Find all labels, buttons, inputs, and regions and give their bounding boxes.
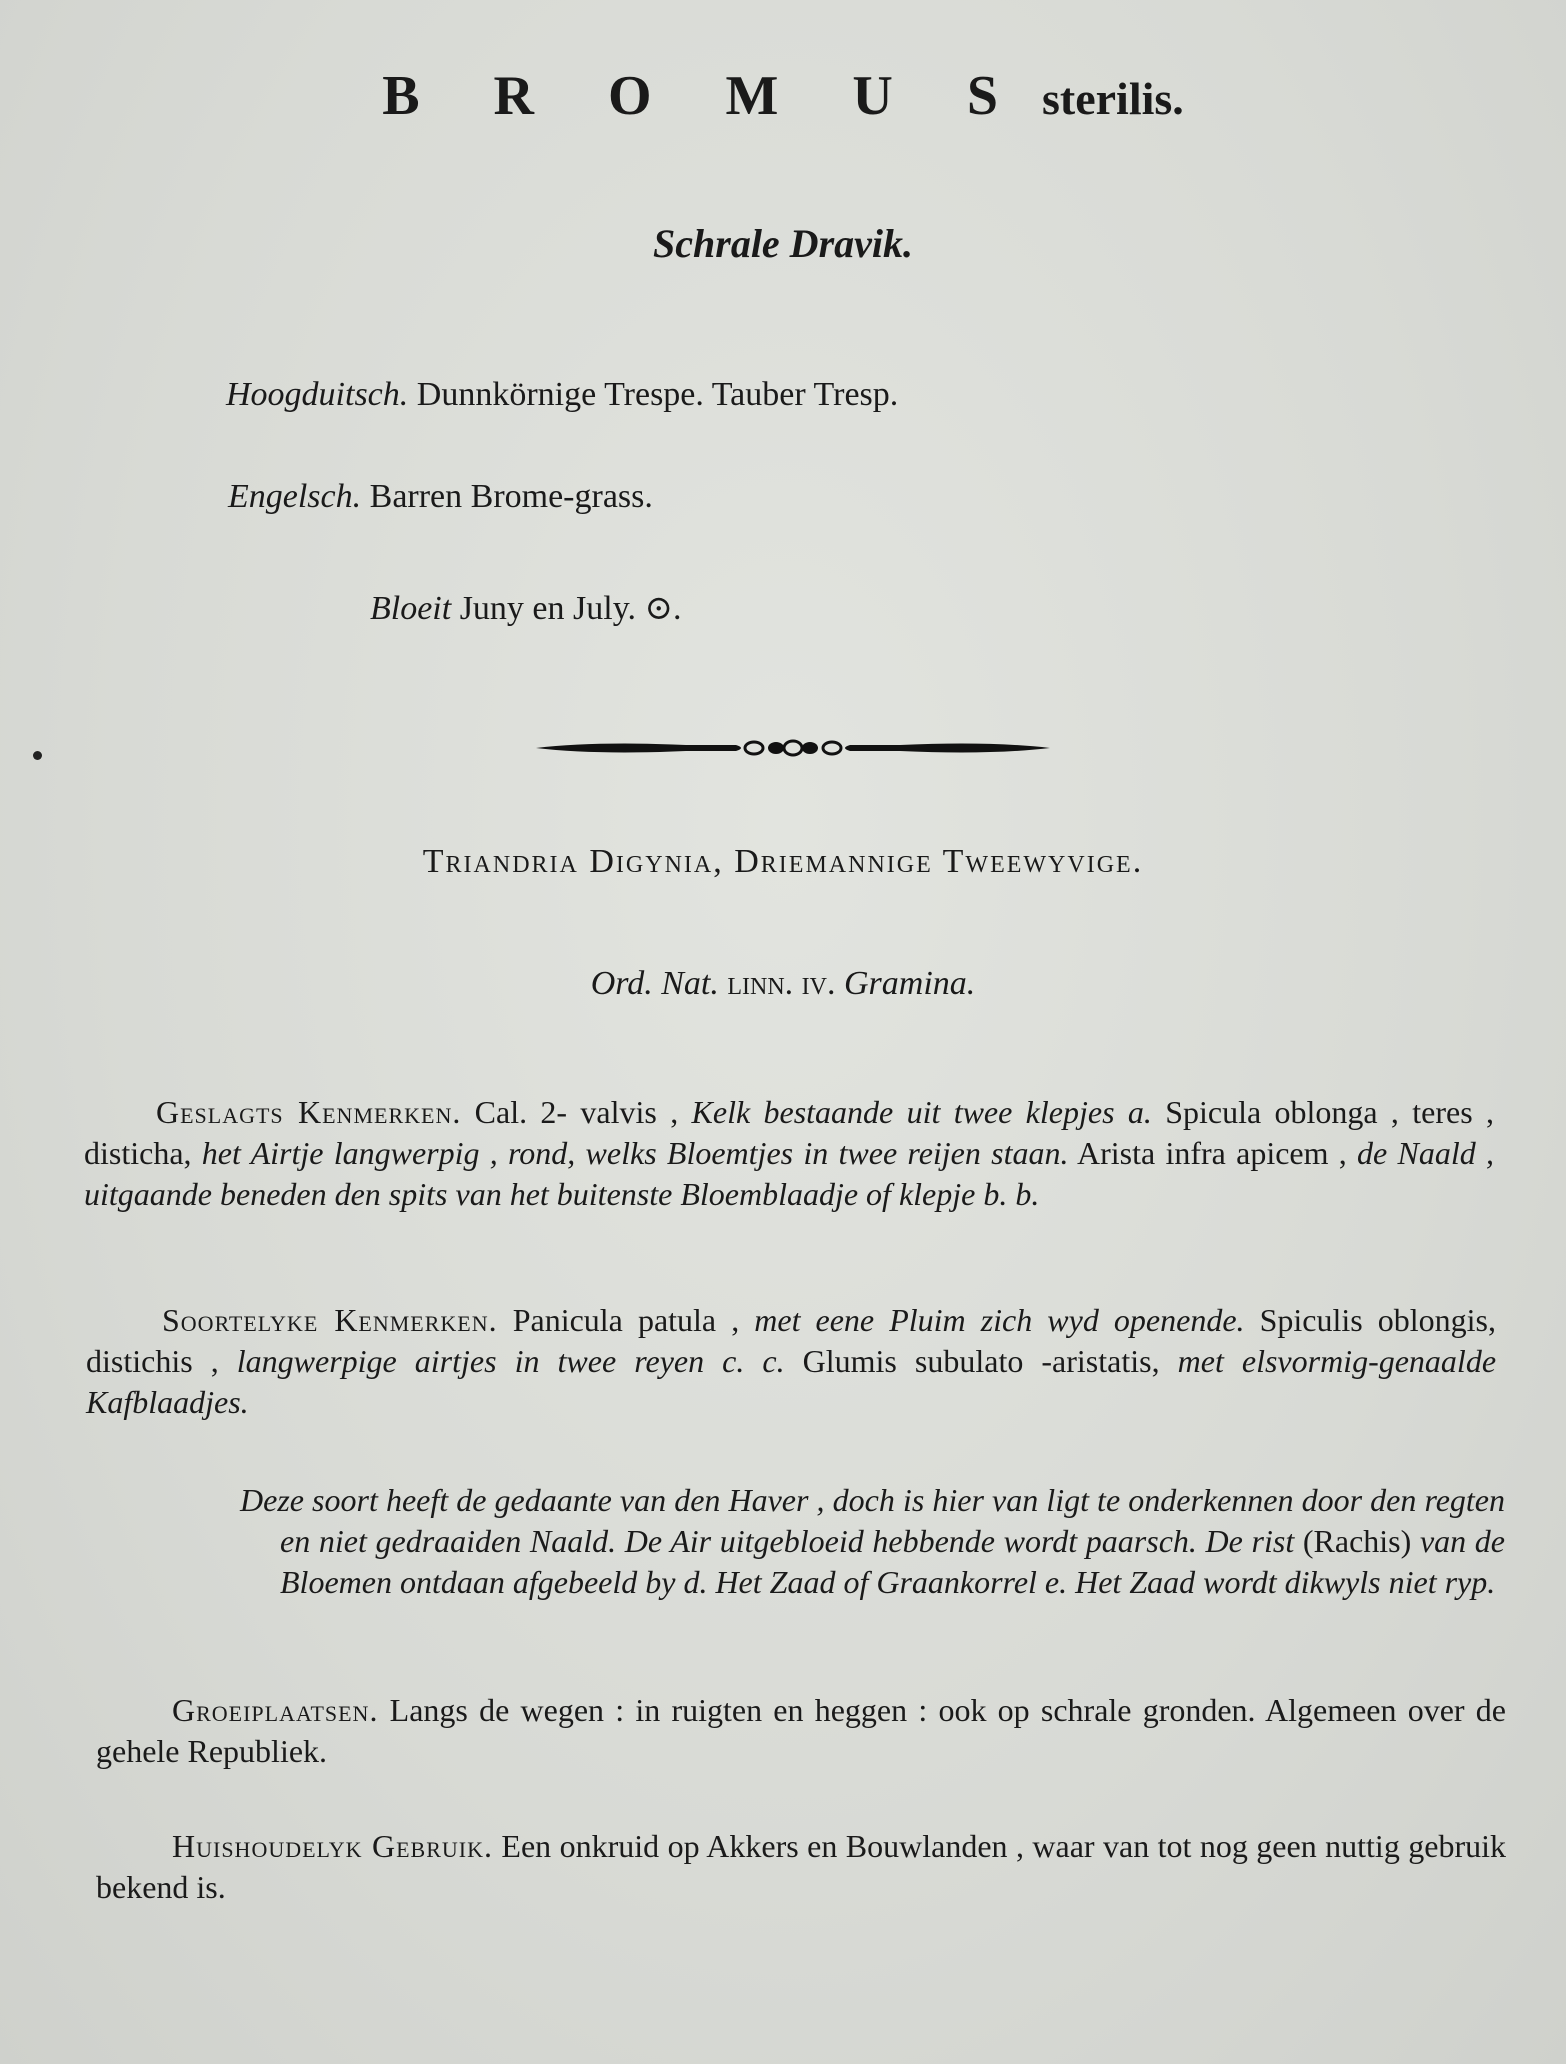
genus-char-italic-3: de Naald , uitgaande beneden den spits van het buitenste Bloemblaadje of klepje b. b.: [84, 1135, 1495, 1212]
english-name-line: [228, 478, 653, 516]
species-char-italic-3: met elsvormig-genaalde Kafblaadjes.: [86, 1343, 1497, 1420]
natural-order: [0, 965, 1566, 1003]
genus-char-italic-2: het Airtje langwerpig , rond, welks Bloemtjes in twee reijen staan.: [201, 1135, 1069, 1171]
flowering-text: Juny en July. ⊙.: [459, 590, 682, 627]
species-note: [240, 1480, 1506, 1603]
note-text-2: van de Bloemen ontdaan afgebeeld by d. Het Zaad of Graankorrel e. Het Zaad wordt dikwyls niet ryp.: [280, 1523, 1506, 1600]
species-char-text-2: Spiculis oblongis, distichis ,: [86, 1302, 1497, 1379]
household-use: [96, 1826, 1506, 1908]
ordnat-label: Ord. Nat.: [590, 965, 719, 1002]
note-text-1: Deze soort heeft de gedaante van den Haver , doch is hier van ligt te onderkennen door den regten en niet gedraaiden Naald. De Air uitgebloeid hebbende wordt paarsch. De rist: [240, 1482, 1505, 1559]
german-label: Hoogduitsch.: [226, 376, 409, 413]
flowering-line: [370, 588, 681, 628]
habitat: [96, 1690, 1506, 1772]
flowering-label: Bloeit: [370, 590, 452, 627]
english-label: Engelsch.: [228, 478, 362, 515]
household-use-heading: Huishoudelyk Gebruik.: [172, 1828, 493, 1864]
ink-spot: [33, 751, 42, 760]
habitat-text: Langs de wegen : in ruigten en heggen : ook op schrale gronden. Algemeen over de gehele Republiek.: [96, 1692, 1506, 1769]
genus-char-heading: Geslagts Kenmerken.: [156, 1094, 462, 1130]
dutch-name: Schrale Dravik.: [653, 221, 913, 266]
habitat-heading: Groeiplaatsen.: [172, 1692, 379, 1728]
ordnat-gramina: Gramina.: [844, 965, 976, 1002]
english-text: Barren Brome-grass.: [369, 478, 653, 515]
household-use-text: Een onkruid op Akkers en Bouwlanden , waar van tot nog geen nuttig gebruik bekend is.: [96, 1828, 1507, 1905]
genus-char-text-3: Arista infra apicem ,: [1068, 1135, 1358, 1171]
note-rachis: (Rachis): [1302, 1523, 1412, 1559]
species-char-italic-2: langwerpige airtjes in twee reyen c. c.: [236, 1343, 785, 1379]
title-species: sterilis.: [1042, 73, 1184, 124]
genus-characteristics: [84, 1092, 1494, 1215]
species-char-text-1: Panicula patula ,: [497, 1302, 755, 1338]
genus-char-text-1: Cal. 2- valvis ,: [461, 1094, 692, 1130]
genus-char-text-2: Spicula oblonga , teres , disticha,: [84, 1094, 1495, 1171]
german-text: Dunnkörnige Trespe. Tauber Tresp.: [416, 376, 899, 413]
species-char-heading: Soortelyke Kenmerken.: [162, 1302, 498, 1338]
ornament-divider-icon: [536, 733, 1050, 763]
linnaean-class: Triandria Digynia, Driemannige Tweewyvige.: [422, 843, 1144, 880]
species-char-text-3: Glumis subulato -aristatis,: [784, 1343, 1178, 1379]
page-title: [0, 64, 1566, 128]
ordnat-linn: linn. iv.: [727, 965, 836, 1002]
genus-char-italic-1: Kelk bestaande uit twee klepjes a.: [691, 1094, 1152, 1130]
german-name-line: [226, 376, 898, 414]
title-genus: B R O M U S: [382, 65, 1028, 127]
species-char-italic-1: met eene Pluim zich wyd openende.: [754, 1302, 1245, 1338]
species-characteristics: [86, 1300, 1496, 1423]
